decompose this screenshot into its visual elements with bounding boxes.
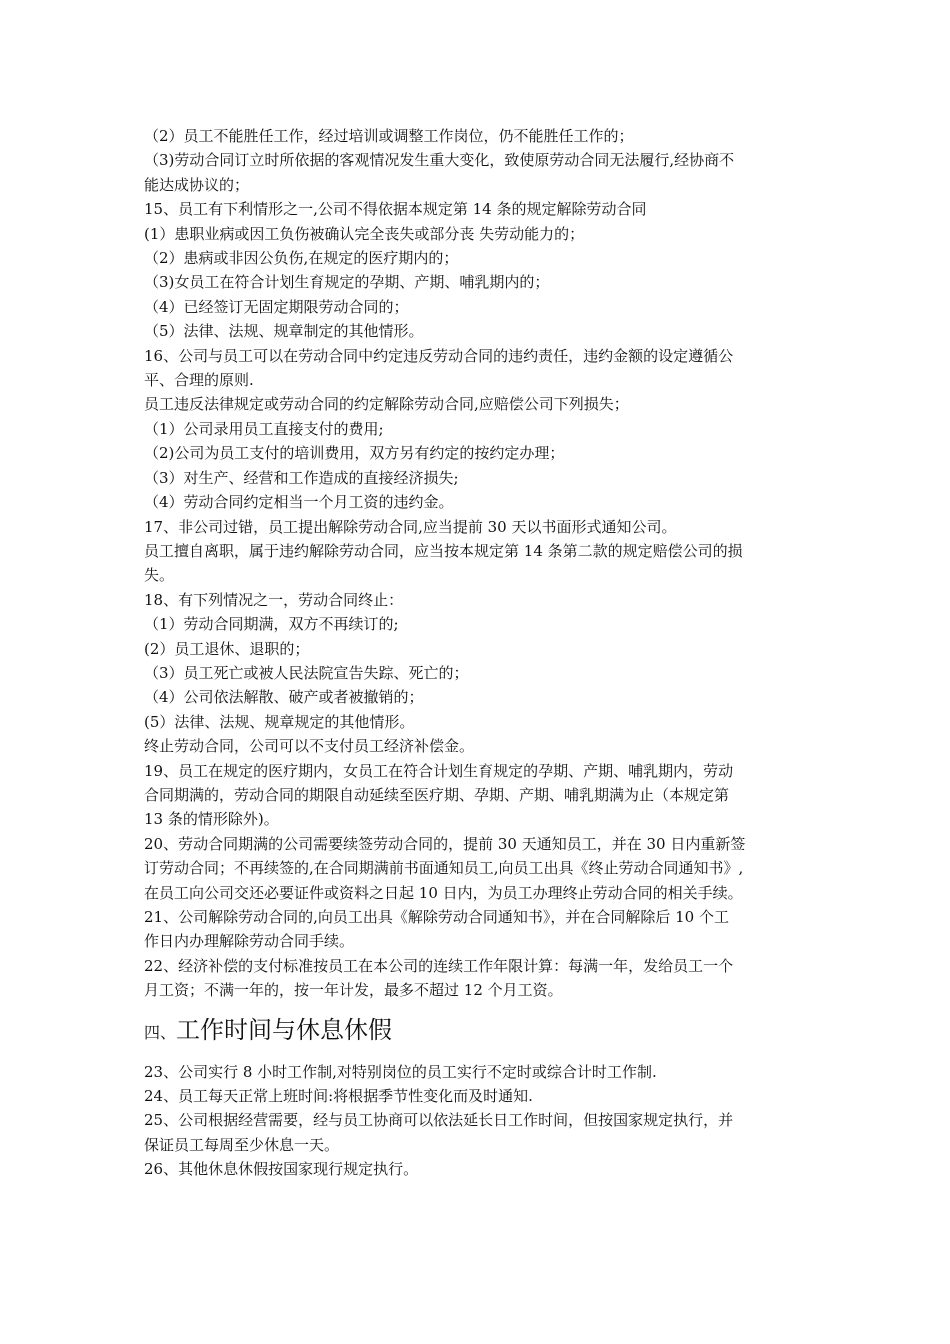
- text-line: （4）劳动合同约定相当一个月工资的违约金。: [144, 493, 454, 512]
- text-line: (5）法律、法规、规章规定的其他情形。: [144, 712, 415, 731]
- text-line: 13 条的情形除外)。: [144, 810, 279, 829]
- text-line: 月工资；不满一年的，按一年计发，最多不超过 12 个月工资。: [144, 981, 563, 1000]
- text-line: （3)女员工在符合计划生育规定的孕期、产期、哺乳期内的；: [144, 273, 550, 292]
- text-line: 合同期满的，劳动合同的期限自动延续至医疗期、孕期、产期、哺乳期满为止（本规定第: [144, 785, 730, 804]
- text-line: (2）员工退休、退职的；: [144, 639, 310, 658]
- section-heading-number: 四、: [144, 1022, 177, 1042]
- text-line: 20、劳动合同期满的公司需要续签劳动合同的，提前 30 天通知员工，并在 30 日内重新签: [144, 834, 746, 853]
- text-line: 在员工向公司交还必要证件或资料之日起 10 日内，为员工办理终止劳动合同的相关手续。: [144, 883, 743, 902]
- text-line: 22、经济补偿的支付标准按员工在本公司的连续工作年限计算：每满一年，发给员工一个: [144, 956, 734, 975]
- text-line: （3)劳动合同订立时所依据的客观情况发生重大变化，致使原劳动合同无法履行,经协商不: [144, 151, 735, 170]
- section-heading: [144, 1013, 812, 1050]
- text-line: 员工违反法律规定或劳动合同的约定解除劳动合同,应赔偿公司下列损失；: [144, 395, 629, 414]
- text-line: 失。: [144, 566, 175, 585]
- text-line: 保证员工每周至少休息一天。: [144, 1135, 340, 1154]
- text-line: 订劳动合同；不再续签的,在合同期满前书面通知员工,向员工出具《终止劳动合同通知书》,: [144, 859, 744, 878]
- text-line: 员工擅自离职，属于违约解除劳动合同，应当按本规定第 14 条第二款的规定赔偿公司的损: [144, 541, 743, 560]
- text-line: 15、员工有下利情形之一,公司不得依据本规定第 14 条的规定解除劳动合同: [144, 200, 647, 219]
- text-line: 23、公司实行 8 小时工作制,对特别岗位的员工实行不定时或综合计时工作制.: [144, 1062, 657, 1081]
- text-line: （2）患病或非因公负伤,在规定的医疗期内的；: [144, 249, 459, 268]
- text-line: 能达成协议的；: [144, 175, 250, 194]
- text-line: （1）劳动合同期满，双方不再续订的;: [144, 615, 399, 634]
- document-page: [144, 124, 812, 1182]
- text-line: 19、员工在规定的医疗期内，女员工在符合计划生育规定的孕期、产期、哺乳期内，劳动: [144, 761, 734, 780]
- text-line: （3）对生产、经营和工作造成的直接经济损失;: [144, 468, 459, 487]
- text-line: (1）患职业病或因工负伤被确认完全丧失或部分丧 失劳动能力的；: [144, 224, 585, 243]
- text-line: 21、公司解除劳动合同的,向员工出具《解除劳动合同通知书》，并在合同解除后 10 个工: [144, 908, 729, 926]
- section-heading-title: 工作时间与休息休假: [176, 1015, 393, 1044]
- text-line: （5）法律、法规、规章制定的其他情形。: [144, 322, 424, 341]
- text-line: 24、员工每天正常上班时间:将根据季节性变化而及时通知.: [144, 1087, 533, 1106]
- text-line: 平、合理的原则.: [144, 371, 254, 390]
- text-line: 作日内办理解除劳动合同手续。: [144, 932, 355, 951]
- section-body-before: [144, 124, 812, 1003]
- text-line: （4）公司依法解散、破产或者被撤销的；: [144, 688, 424, 707]
- text-line: 18、有下列情况之一，劳动合同终止：: [144, 590, 404, 609]
- text-line: 26、其他休息休假按国家现行规定执行。: [144, 1160, 419, 1179]
- text-line: （1）公司录用员工直接支付的费用;: [144, 419, 384, 438]
- text-line: 25、公司根据经营需要，经与员工协商可以依法延长日工作时间，但按国家规定执行，并: [144, 1111, 734, 1130]
- text-line: 终止劳动合同，公司可以不支付员工经济补偿金。: [144, 737, 475, 756]
- section-body-after: [144, 1060, 812, 1182]
- text-line: （3）员工死亡或被人民法院宣告失踪、死亡的；: [144, 663, 469, 682]
- text-line: 16、公司与员工可以在劳动合同中约定违反劳动合同的违约责任，违约金额的设定遵循公: [144, 346, 734, 365]
- text-line: （2)公司为员工支付的培训费用，双方另有约定的按约定办理；: [144, 444, 565, 463]
- text-line: 17、非公司过错，员工提出解除劳动合同,应当提前 30 天以书面形式通知公司。: [144, 517, 677, 536]
- text-line: （4）已经签订无固定期限劳动合同的；: [144, 297, 409, 316]
- text-line: （2）员工不能胜任工作，经过培训或调整工作岗位，仍不能胜任工作的；: [144, 127, 634, 145]
